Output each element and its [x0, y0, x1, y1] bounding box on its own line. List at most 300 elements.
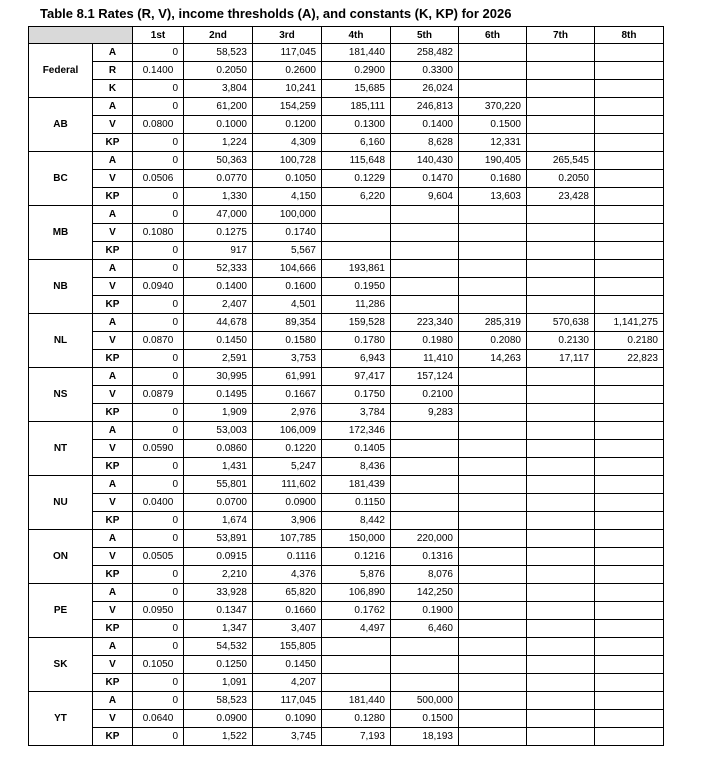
table-row	[29, 296, 664, 314]
value-cell	[527, 260, 595, 278]
value-cell: 0	[133, 692, 184, 710]
value-cell	[527, 134, 595, 152]
value-cell	[527, 710, 595, 728]
value-cell	[595, 404, 664, 422]
value-cell: 4,376	[253, 566, 322, 584]
value-cell: 0.1229	[322, 170, 391, 188]
value-cell: 0.2100	[391, 386, 459, 404]
value-cell	[595, 710, 664, 728]
value-cell	[459, 548, 527, 566]
value-cell: 0.1667	[253, 386, 322, 404]
value-cell	[595, 692, 664, 710]
value-cell	[595, 278, 664, 296]
value-cell: 0	[133, 476, 184, 494]
value-cell: 3,753	[253, 350, 322, 368]
symbol-cell: KP	[93, 674, 133, 692]
symbol-cell: K	[93, 80, 133, 98]
symbol-cell: KP	[93, 296, 133, 314]
value-cell: 58,523	[184, 44, 253, 62]
value-cell: 3,804	[184, 80, 253, 98]
value-cell: 0	[133, 314, 184, 332]
symbol-cell: KP	[93, 188, 133, 206]
value-cell: 5,567	[253, 242, 322, 260]
value-cell	[459, 206, 527, 224]
value-cell: 0.2080	[459, 332, 527, 350]
value-cell	[595, 548, 664, 566]
value-cell: 5,876	[322, 566, 391, 584]
value-cell: 4,497	[322, 620, 391, 638]
value-cell: 0.1080	[133, 224, 184, 242]
value-cell	[459, 566, 527, 584]
value-cell	[527, 638, 595, 656]
value-cell: 0.0940	[133, 278, 184, 296]
symbol-cell: V	[93, 710, 133, 728]
value-cell: 1,522	[184, 728, 253, 746]
table-row	[29, 206, 664, 224]
value-cell: 100,728	[253, 152, 322, 170]
value-cell: 52,333	[184, 260, 253, 278]
value-cell	[595, 656, 664, 674]
value-cell	[595, 728, 664, 746]
value-cell: 7,193	[322, 728, 391, 746]
symbol-cell: V	[93, 386, 133, 404]
value-cell: 1,141,275	[595, 314, 664, 332]
value-cell	[459, 512, 527, 530]
value-cell: 3,407	[253, 620, 322, 638]
value-cell: 157,124	[391, 368, 459, 386]
value-cell: 0.1740	[253, 224, 322, 242]
value-cell	[595, 512, 664, 530]
table-row	[29, 62, 664, 80]
value-cell: 1,909	[184, 404, 253, 422]
value-cell	[459, 638, 527, 656]
value-cell: 0	[133, 296, 184, 314]
table-row	[29, 350, 664, 368]
value-cell	[391, 224, 459, 242]
column-header: 7th	[527, 27, 595, 44]
value-cell	[459, 728, 527, 746]
value-cell	[527, 242, 595, 260]
value-cell	[459, 584, 527, 602]
value-cell: 22,823	[595, 350, 664, 368]
symbol-cell: V	[93, 332, 133, 350]
rates-table	[28, 26, 664, 746]
value-cell: 172,346	[322, 422, 391, 440]
value-cell	[527, 674, 595, 692]
value-cell	[322, 224, 391, 242]
value-cell: 53,003	[184, 422, 253, 440]
value-cell: 0	[133, 188, 184, 206]
value-cell: 106,009	[253, 422, 322, 440]
value-cell	[459, 368, 527, 386]
symbol-cell: A	[93, 530, 133, 548]
symbol-cell: KP	[93, 350, 133, 368]
value-cell	[595, 476, 664, 494]
value-cell	[459, 440, 527, 458]
jurisdiction-label: BC	[29, 152, 93, 206]
value-cell: 1,347	[184, 620, 253, 638]
value-cell	[595, 116, 664, 134]
value-cell: 370,220	[459, 98, 527, 116]
value-cell: 0.2180	[595, 332, 664, 350]
value-cell: 0.0870	[133, 332, 184, 350]
value-cell	[391, 494, 459, 512]
value-cell: 0.1400	[184, 278, 253, 296]
table-row	[29, 440, 664, 458]
value-cell: 0.0860	[184, 440, 253, 458]
value-cell: 0	[133, 134, 184, 152]
value-cell: 0	[133, 80, 184, 98]
symbol-cell: A	[93, 260, 133, 278]
table-row	[29, 602, 664, 620]
value-cell	[595, 638, 664, 656]
symbol-cell: A	[93, 314, 133, 332]
value-cell: 0	[133, 260, 184, 278]
table-row	[29, 494, 664, 512]
value-cell	[595, 188, 664, 206]
value-cell	[595, 602, 664, 620]
value-cell: 4,309	[253, 134, 322, 152]
table-row	[29, 710, 664, 728]
value-cell: 181,439	[322, 476, 391, 494]
value-cell	[595, 152, 664, 170]
value-cell: 0.2600	[253, 62, 322, 80]
value-cell: 0	[133, 458, 184, 476]
column-header: 6th	[459, 27, 527, 44]
symbol-cell: V	[93, 440, 133, 458]
value-cell	[459, 530, 527, 548]
value-cell	[595, 386, 664, 404]
value-cell	[459, 674, 527, 692]
table-title: Table 8.1 Rates (R, V), income thresholds (A), and constants (K, KP) for 2026	[40, 6, 512, 21]
value-cell: 193,861	[322, 260, 391, 278]
value-cell: 0.1450	[184, 332, 253, 350]
value-cell: 0.1116	[253, 548, 322, 566]
value-cell	[527, 440, 595, 458]
value-cell: 1,674	[184, 512, 253, 530]
symbol-cell: V	[93, 278, 133, 296]
value-cell: 0.0506	[133, 170, 184, 188]
value-cell: 0	[133, 530, 184, 548]
jurisdiction-label: YT	[29, 692, 93, 746]
table-row	[29, 314, 664, 332]
table-row	[29, 368, 664, 386]
value-cell	[527, 494, 595, 512]
value-cell: 111,602	[253, 476, 322, 494]
value-cell: 0	[133, 242, 184, 260]
value-cell: 0.0590	[133, 440, 184, 458]
value-cell: 4,501	[253, 296, 322, 314]
value-cell	[595, 440, 664, 458]
value-cell: 0	[133, 674, 184, 692]
jurisdiction-label: NB	[29, 260, 93, 314]
value-cell	[527, 512, 595, 530]
value-cell: 190,405	[459, 152, 527, 170]
value-cell	[595, 98, 664, 116]
value-cell: 106,890	[322, 584, 391, 602]
value-cell: 3,745	[253, 728, 322, 746]
value-cell: 500,000	[391, 692, 459, 710]
value-cell: 0.1495	[184, 386, 253, 404]
value-cell: 0.0640	[133, 710, 184, 728]
value-cell	[459, 260, 527, 278]
value-cell: 0	[133, 152, 184, 170]
value-cell: 15,685	[322, 80, 391, 98]
value-cell	[527, 692, 595, 710]
value-cell	[527, 386, 595, 404]
value-cell	[322, 638, 391, 656]
table-row	[29, 386, 664, 404]
value-cell: 44,678	[184, 314, 253, 332]
value-cell: 2,591	[184, 350, 253, 368]
table-row	[29, 152, 664, 170]
value-cell	[595, 674, 664, 692]
value-cell: 154,259	[253, 98, 322, 116]
value-cell: 0	[133, 584, 184, 602]
value-cell	[595, 530, 664, 548]
symbol-cell: A	[93, 44, 133, 62]
value-cell: 4,207	[253, 674, 322, 692]
value-cell: 13,603	[459, 188, 527, 206]
value-cell: 0.0505	[133, 548, 184, 566]
value-cell	[322, 206, 391, 224]
value-cell	[459, 224, 527, 242]
value-cell: 0.1220	[253, 440, 322, 458]
value-cell: 11,286	[322, 296, 391, 314]
value-cell: 0	[133, 620, 184, 638]
jurisdiction-label: NT	[29, 422, 93, 476]
value-cell	[459, 422, 527, 440]
value-cell	[527, 296, 595, 314]
value-cell: 0.0400	[133, 494, 184, 512]
table-row	[29, 476, 664, 494]
symbol-cell: A	[93, 152, 133, 170]
value-cell	[391, 476, 459, 494]
table-row	[29, 116, 664, 134]
value-cell: 6,220	[322, 188, 391, 206]
value-cell: 917	[184, 242, 253, 260]
value-cell	[459, 80, 527, 98]
value-cell	[459, 404, 527, 422]
value-cell: 0	[133, 728, 184, 746]
value-cell	[459, 296, 527, 314]
value-cell	[595, 458, 664, 476]
value-cell: 0.1200	[253, 116, 322, 134]
value-cell	[527, 116, 595, 134]
value-cell: 53,891	[184, 530, 253, 548]
value-cell: 11,410	[391, 350, 459, 368]
value-cell: 1,431	[184, 458, 253, 476]
value-cell: 0.1050	[133, 656, 184, 674]
symbol-cell: V	[93, 602, 133, 620]
value-cell: 8,628	[391, 134, 459, 152]
value-cell: 0.0900	[253, 494, 322, 512]
column-header: 1st	[133, 27, 184, 44]
table-row	[29, 260, 664, 278]
value-cell: 0.0900	[184, 710, 253, 728]
value-cell: 0.1470	[391, 170, 459, 188]
value-cell: 220,000	[391, 530, 459, 548]
value-cell: 54,532	[184, 638, 253, 656]
value-cell: 17,117	[527, 350, 595, 368]
value-cell	[527, 368, 595, 386]
value-cell: 26,024	[391, 80, 459, 98]
value-cell: 6,460	[391, 620, 459, 638]
value-cell: 0.0950	[133, 602, 184, 620]
value-cell	[459, 458, 527, 476]
value-cell: 0.1150	[322, 494, 391, 512]
value-cell	[595, 242, 664, 260]
symbol-cell: A	[93, 638, 133, 656]
table-body	[29, 44, 664, 746]
value-cell: 0.1950	[322, 278, 391, 296]
value-cell: 0	[133, 512, 184, 530]
value-cell	[595, 260, 664, 278]
value-cell: 107,785	[253, 530, 322, 548]
value-cell	[595, 494, 664, 512]
table-row	[29, 134, 664, 152]
table-row	[29, 404, 664, 422]
value-cell: 0	[133, 44, 184, 62]
value-cell: 0.2050	[184, 62, 253, 80]
value-cell: 1,224	[184, 134, 253, 152]
value-cell	[527, 422, 595, 440]
value-cell: 33,928	[184, 584, 253, 602]
value-cell	[527, 566, 595, 584]
value-cell	[459, 476, 527, 494]
value-cell	[527, 728, 595, 746]
table-row	[29, 242, 664, 260]
symbol-cell: A	[93, 476, 133, 494]
value-cell	[595, 296, 664, 314]
value-cell	[391, 674, 459, 692]
value-cell: 117,045	[253, 44, 322, 62]
value-cell: 61,991	[253, 368, 322, 386]
table-row	[29, 80, 664, 98]
value-cell: 8,436	[322, 458, 391, 476]
value-cell: 2,407	[184, 296, 253, 314]
jurisdiction-label: NS	[29, 368, 93, 422]
table-row	[29, 422, 664, 440]
symbol-cell: A	[93, 98, 133, 116]
jurisdiction-label: AB	[29, 98, 93, 152]
symbol-cell: KP	[93, 404, 133, 422]
value-cell: 0	[133, 638, 184, 656]
value-cell	[459, 386, 527, 404]
value-cell	[391, 296, 459, 314]
value-cell	[527, 656, 595, 674]
column-header: 3rd	[253, 27, 322, 44]
value-cell: 246,813	[391, 98, 459, 116]
jurisdiction-label: MB	[29, 206, 93, 260]
value-cell: 0	[133, 350, 184, 368]
table-row	[29, 674, 664, 692]
table-row	[29, 44, 664, 62]
value-cell: 0.0770	[184, 170, 253, 188]
value-cell: 0.0800	[133, 116, 184, 134]
column-header: 4th	[322, 27, 391, 44]
value-cell	[595, 566, 664, 584]
value-cell: 0.1750	[322, 386, 391, 404]
symbol-cell: A	[93, 692, 133, 710]
value-cell	[391, 638, 459, 656]
value-cell: 0	[133, 206, 184, 224]
value-cell	[595, 422, 664, 440]
value-cell	[595, 206, 664, 224]
value-cell: 3,906	[253, 512, 322, 530]
symbol-cell: V	[93, 170, 133, 188]
value-cell: 0.0700	[184, 494, 253, 512]
value-cell: 6,943	[322, 350, 391, 368]
value-cell: 0.1250	[184, 656, 253, 674]
value-cell: 0.1680	[459, 170, 527, 188]
value-cell: 570,638	[527, 314, 595, 332]
value-cell: 0.1780	[322, 332, 391, 350]
symbol-cell: KP	[93, 134, 133, 152]
value-cell	[391, 440, 459, 458]
jurisdiction-label: PE	[29, 584, 93, 638]
table-row	[29, 332, 664, 350]
table-row	[29, 278, 664, 296]
value-cell: 104,666	[253, 260, 322, 278]
value-cell: 0.1900	[391, 602, 459, 620]
value-cell	[595, 584, 664, 602]
value-cell: 0.1580	[253, 332, 322, 350]
value-cell	[527, 44, 595, 62]
symbol-cell: KP	[93, 566, 133, 584]
value-cell	[322, 656, 391, 674]
value-cell: 5,247	[253, 458, 322, 476]
value-cell: 2,210	[184, 566, 253, 584]
value-cell: 0.1050	[253, 170, 322, 188]
value-cell	[595, 134, 664, 152]
value-cell	[527, 206, 595, 224]
value-cell	[391, 206, 459, 224]
symbol-cell: V	[93, 656, 133, 674]
value-cell	[459, 494, 527, 512]
value-cell: 0.1980	[391, 332, 459, 350]
jurisdiction-label: NL	[29, 314, 93, 368]
jurisdiction-label: Federal	[29, 44, 93, 98]
value-cell: 14,263	[459, 350, 527, 368]
value-cell	[322, 674, 391, 692]
symbol-cell: KP	[93, 458, 133, 476]
value-cell: 181,440	[322, 692, 391, 710]
value-cell: 115,648	[322, 152, 391, 170]
value-cell: 0.2130	[527, 332, 595, 350]
value-cell: 1,330	[184, 188, 253, 206]
value-cell	[527, 62, 595, 80]
value-cell	[595, 224, 664, 242]
value-cell: 9,604	[391, 188, 459, 206]
value-cell	[459, 62, 527, 80]
symbol-cell: V	[93, 494, 133, 512]
value-cell: 0.1300	[322, 116, 391, 134]
value-cell: 30,995	[184, 368, 253, 386]
table-row	[29, 638, 664, 656]
value-cell: 181,440	[322, 44, 391, 62]
value-cell	[527, 548, 595, 566]
value-cell: 285,319	[459, 314, 527, 332]
value-cell: 155,805	[253, 638, 322, 656]
table-row	[29, 584, 664, 602]
value-cell	[391, 458, 459, 476]
value-cell: 47,000	[184, 206, 253, 224]
value-cell	[459, 278, 527, 296]
value-cell: 0	[133, 368, 184, 386]
value-cell: 10,241	[253, 80, 322, 98]
value-cell	[527, 530, 595, 548]
